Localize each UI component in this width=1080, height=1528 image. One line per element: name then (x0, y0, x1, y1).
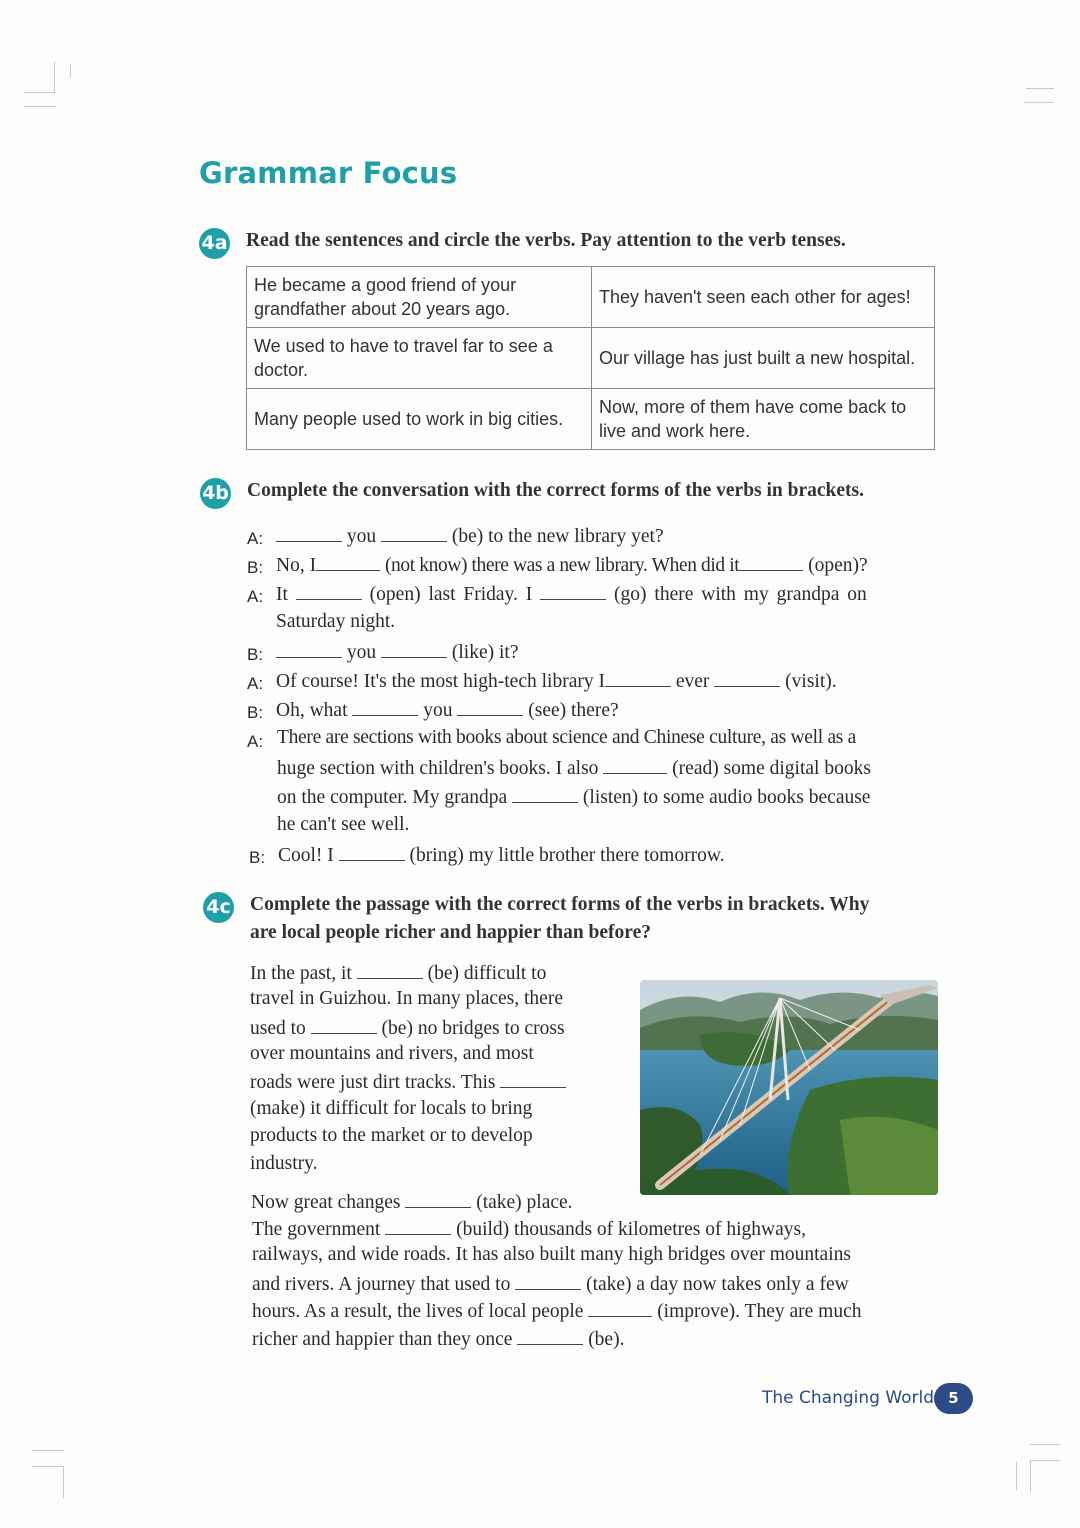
dialogue-line (278, 843, 725, 867)
exercise-badge-4c: 4c (203, 892, 234, 923)
crop-mark (1026, 88, 1054, 89)
dialogue-line (276, 524, 664, 548)
dialogue-text: (open) last Friday. I (369, 584, 533, 605)
passage-text: (improve). They are much (657, 1301, 862, 1322)
crop-mark (32, 1466, 64, 1467)
exercise-badge-4b: 4b (200, 478, 231, 509)
speaker-label: A: (247, 732, 264, 751)
passage-line (250, 988, 563, 1010)
dialogue-text: you (346, 642, 377, 663)
dialogue-text: (see) there? (528, 700, 619, 721)
table-cell: We used to have to travel far to see a doctor. (247, 328, 592, 389)
answer-blank[interactable] (515, 1272, 581, 1290)
crop-mark (1030, 1460, 1060, 1461)
dialogue-line (277, 785, 870, 809)
crop-mark (1030, 1444, 1060, 1445)
page-number-badge: 5 (934, 1383, 973, 1414)
passage-line (250, 1016, 565, 1040)
dialogue-text: It (276, 584, 288, 605)
table-row (247, 389, 935, 450)
answer-blank[interactable] (357, 961, 423, 979)
passage-text: The government (252, 1219, 381, 1240)
dialogue-text: No, I (276, 555, 317, 576)
dialogue-text: Saturday night. (276, 611, 396, 632)
passage-line (252, 1327, 624, 1351)
crop-mark (54, 62, 55, 94)
table-cell: Our village has just built a new hospital. (592, 328, 935, 389)
passage-line (250, 1070, 566, 1094)
dialogue-text: he can't see well. (277, 814, 410, 835)
dialogue-text: Cool! I (278, 845, 334, 866)
passage-line (251, 1190, 573, 1214)
passage-text: richer and happier than they once (252, 1329, 513, 1350)
answer-blank[interactable] (457, 698, 523, 716)
passage-text: Now great changes (251, 1192, 401, 1213)
crop-mark (63, 1466, 64, 1498)
speaker-label: A: (247, 674, 264, 693)
dialogue-text: you (346, 526, 377, 547)
dialogue-line (277, 727, 856, 749)
table-cell: Now, more of them have come back to live and work here. (592, 389, 935, 450)
dialogue-text: ever (675, 671, 710, 692)
answer-blank[interactable] (339, 843, 405, 861)
passage-text: (be). (588, 1329, 625, 1350)
answer-blank[interactable] (605, 669, 671, 687)
answer-blank[interactable] (276, 640, 342, 658)
dialogue-text: (be) to the new library yet? (451, 526, 664, 547)
crop-mark (1030, 1460, 1031, 1492)
dialogue-line (277, 814, 409, 836)
answer-blank[interactable] (517, 1327, 583, 1345)
passage-text: used to (250, 1018, 306, 1039)
dialogue-text: (bring) my little brother there tomorrow. (409, 845, 725, 866)
passage-text: (take) place. (476, 1192, 573, 1213)
dialogue-text: (read) some digital books (672, 758, 871, 779)
dialogue-line (277, 756, 871, 780)
passage-text: hours. As a result, the lives of local people (252, 1301, 584, 1322)
dialogue-text: Of course! It's the most high-tech library I (276, 671, 605, 692)
passage-line (250, 1125, 533, 1147)
bridge-photo (640, 980, 938, 1195)
passage-line (252, 1299, 862, 1323)
dialogue-text: There are sections with books about science and Chinese culture, as well as a (277, 727, 857, 748)
passage-text: industry. (250, 1153, 318, 1174)
speaker-label: B: (249, 848, 266, 867)
crop-mark (1016, 1462, 1017, 1490)
answer-blank[interactable] (381, 640, 447, 658)
answer-blank[interactable] (276, 524, 342, 542)
passage-text: travel in Guizhou. In many places, there (250, 988, 563, 1009)
answer-blank[interactable] (540, 582, 606, 600)
dialogue-text: (go) there with my grandpa on (614, 584, 867, 605)
table-cell: Many people used to work in big cities. (247, 389, 592, 450)
dialogue-text: Oh, what (276, 700, 348, 721)
crop-mark (1024, 102, 1054, 103)
dialogue-text: (open)? (808, 555, 868, 576)
passage-text: (be) difficult to (427, 963, 547, 984)
answer-blank[interactable] (352, 698, 418, 716)
passage-text: (make) it difficult for locals to bring (250, 1098, 533, 1119)
passage-text: In the past, it (250, 963, 352, 984)
exercise-4a-instruction: Read the sentences and circle the verbs. Pay attention to the verb tenses. (246, 230, 846, 251)
dialogue-line (276, 582, 867, 606)
answer-blank[interactable] (739, 553, 803, 571)
dialogue-line (276, 640, 518, 664)
table-row (247, 267, 935, 328)
passage-text: (be) no bridges to cross (381, 1018, 565, 1039)
speaker-label: A: (247, 587, 264, 606)
passage-text: products to the market or to develop (250, 1125, 533, 1146)
answer-blank[interactable] (500, 1070, 566, 1088)
passage-text: (build) thousands of kilometres of highways, (456, 1219, 806, 1240)
answer-blank[interactable] (316, 553, 380, 571)
dialogue-text: on the computer. My grandpa (277, 787, 508, 808)
speaker-label: B: (247, 558, 264, 577)
table-cell: They haven't seen each other for ages! (592, 267, 935, 328)
passage-line (250, 1153, 318, 1175)
table-cell: He became a good friend of your grandfather about 20 years ago. (247, 267, 592, 328)
speaker-label: B: (247, 645, 264, 664)
answer-blank[interactable] (385, 1217, 451, 1235)
exercise-4c-instruction: Complete the passage with the correct forms of the verbs in brackets. Why (250, 894, 870, 915)
dialogue-text: (listen) to some audio books because (582, 787, 871, 808)
speaker-label: B: (247, 703, 264, 722)
exercise-4c-instruction: are local people richer and happier than before? (250, 922, 652, 943)
answer-blank[interactable] (603, 756, 667, 774)
answer-blank[interactable] (512, 785, 578, 803)
crop-mark (70, 64, 71, 78)
passage-text: railways, and wide roads. It has also built many high bridges over mountains (252, 1244, 851, 1265)
dialogue-line (276, 553, 868, 577)
passage-text: and rivers. A journey that used to (252, 1274, 511, 1295)
passage-text: roads were just dirt tracks. This (250, 1072, 496, 1093)
dialogue-line (276, 698, 619, 722)
exercise-4b-instruction: Complete the conversation with the correct forms of the verbs in brackets. (247, 480, 865, 501)
answer-blank[interactable] (381, 524, 447, 542)
passage-line (252, 1217, 806, 1241)
table-row (247, 328, 935, 389)
dialogue-text: (visit). (785, 671, 837, 692)
passage-line (250, 961, 546, 985)
dialogue-line (276, 611, 395, 633)
crop-mark (24, 106, 56, 107)
passage-line (252, 1272, 849, 1296)
speaker-label: A: (247, 529, 264, 548)
footer-unit-title: The Changing World (762, 1388, 935, 1408)
answer-blank[interactable] (588, 1299, 652, 1317)
sentences-table (246, 266, 935, 450)
passage-text: (take) a day now takes only a few (586, 1274, 849, 1295)
dialogue-line (276, 669, 837, 693)
answer-blank[interactable] (405, 1190, 471, 1208)
passage-text: over mountains and rivers, and most (250, 1043, 534, 1064)
passage-line (250, 1098, 532, 1120)
answer-blank[interactable] (296, 582, 362, 600)
dialogue-text: you (423, 700, 453, 721)
exercise-badge-4a: 4a (199, 228, 230, 259)
dialogue-text: huge section with children's books. I also (277, 758, 599, 779)
dialogue-text: (like) it? (451, 642, 519, 663)
crop-mark (24, 92, 54, 93)
page-title: Grammar Focus (199, 156, 458, 190)
crop-mark (32, 1450, 64, 1451)
dialogue-text: (not know) there was a new library. When did it (384, 555, 740, 576)
passage-line (250, 1043, 534, 1065)
passage-line (252, 1244, 851, 1266)
answer-blank[interactable] (311, 1016, 377, 1034)
answer-blank[interactable] (714, 669, 780, 687)
